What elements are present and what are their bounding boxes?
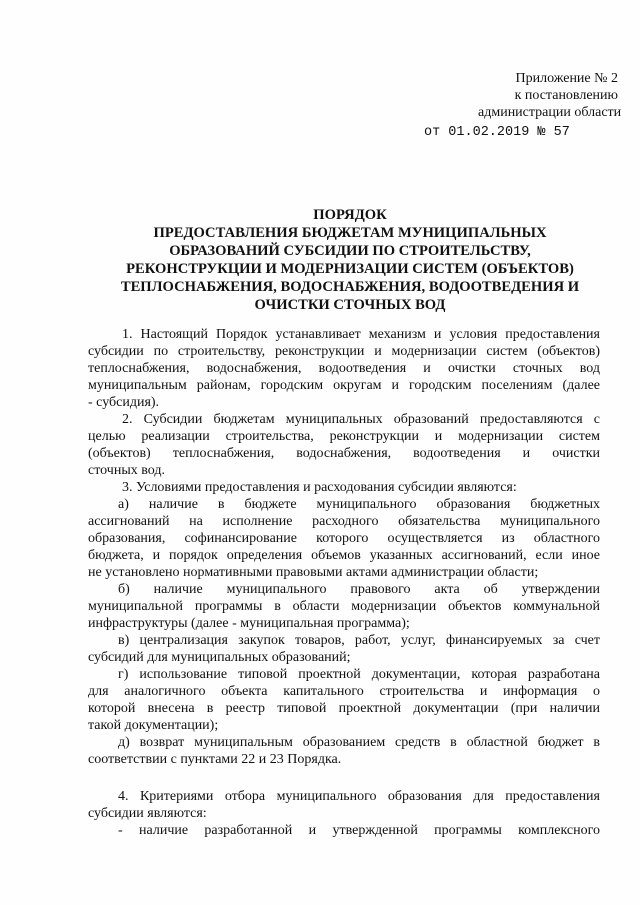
text-line: теплоснабжения, водоснабжения, водоотведения и очистки сточных вод [88,361,600,376]
text-line: (объектов) теплоснабжения, водоснабжения, водоотведения и очистки [88,446,600,461]
document-body [88,326,600,839]
appendix-number: Приложение № 2 [515,71,618,86]
text-line: такой документации); [88,718,219,733]
text-line: 4. Критериями отбора муниципального образования для предоставления [118,789,600,804]
text-line: ассигнований на исполнение расходного обязательства муниципального [88,514,600,529]
text-line: - наличие разработанной и утвержденной программы комплексного [118,823,600,838]
text-line: муниципальным районам, городским округам и городским поселениям (далее [88,378,600,393]
text-line: д) возврат муниципальным образованием средств в областной бюджет в [118,735,600,750]
title-line: ПОРЯДОК [313,207,387,223]
title-line: РЕКОНСТРУКЦИИ И МОДЕРНИЗАЦИИ СИСТЕМ (ОБЪЕКТОВ) [126,261,574,277]
text-line: б) наличие муниципального правового акта об утверждении [118,582,600,597]
text-line: 2. Субсидии бюджетам муниципальных образований предоставляются с [122,412,600,427]
text-line: - субсидия). [88,395,160,410]
document-title [105,206,595,314]
text-line: сточных вод. [88,463,165,478]
paragraph-gap [88,768,600,788]
text-line: образования, софинансирование которого осуществляется из областного [88,531,600,546]
title-line: ОБРАЗОВАНИЙ СУБСИДИИ ПО СТРОИТЕЛЬСТВУ, [169,243,531,259]
appendix-authority: администрации области [478,105,622,120]
text-line: в) централизация закупок товаров, работ, услуг, финансируемых за счет [118,633,600,648]
text-line: целью реализации строительства, реконструкции и модернизации систем [88,429,600,444]
text-line: а) наличие в бюджете муниципального образования бюджетных [118,497,600,512]
title-line: ПРЕДОСТАВЛЕНИЯ БЮДЖЕТАМ МУНИЦИПАЛЬНЫХ [153,225,547,241]
text-line: бюджета, и порядок определения объемов указанных ассигнований, если иное [88,548,600,563]
text-line: субсидии являются: [88,806,207,821]
text-line: не установлено нормативными правовыми актами администрации области; [88,565,539,580]
appendix-reference: к постановлению [514,88,618,103]
title-line: ТЕПЛОСНАБЖЕНИЯ, ВОДОСНАБЖЕНИЯ, ВОДООТВЕДЕНИЯ И [120,279,580,295]
text-line: г) использование типовой проектной документации, которая разработана [118,667,600,682]
title-line: ОЧИСТКИ СТОЧНЫХ ВОД [254,297,446,313]
text-line: 3. Условиями предоставления и расходования субсидии являются: [122,480,517,495]
text-line: субсидии по строительству, реконструкции и модернизации систем (объектов) [88,344,600,359]
text-line: для аналогичного объекта капитального строительства и информация о [88,684,600,699]
appendix-header [478,70,622,121]
resolution-date: от 01.02.2019 № 57 [424,125,570,140]
text-line: 1. Настоящий Порядок устанавливает механизм и условия предоставления [122,327,600,342]
text-line: субсидий для муниципальных образований; [88,650,351,665]
text-line: инфраструктуры (далее - муниципальная программа); [88,616,410,631]
text-line: муниципальной программы в области модернизации объектов коммунальной [88,599,600,614]
text-line: соответствии с пунктами 22 и 23 Порядка. [88,752,342,767]
text-line: которой внесена в реестр типовой проектной документации (при наличии [88,701,600,716]
